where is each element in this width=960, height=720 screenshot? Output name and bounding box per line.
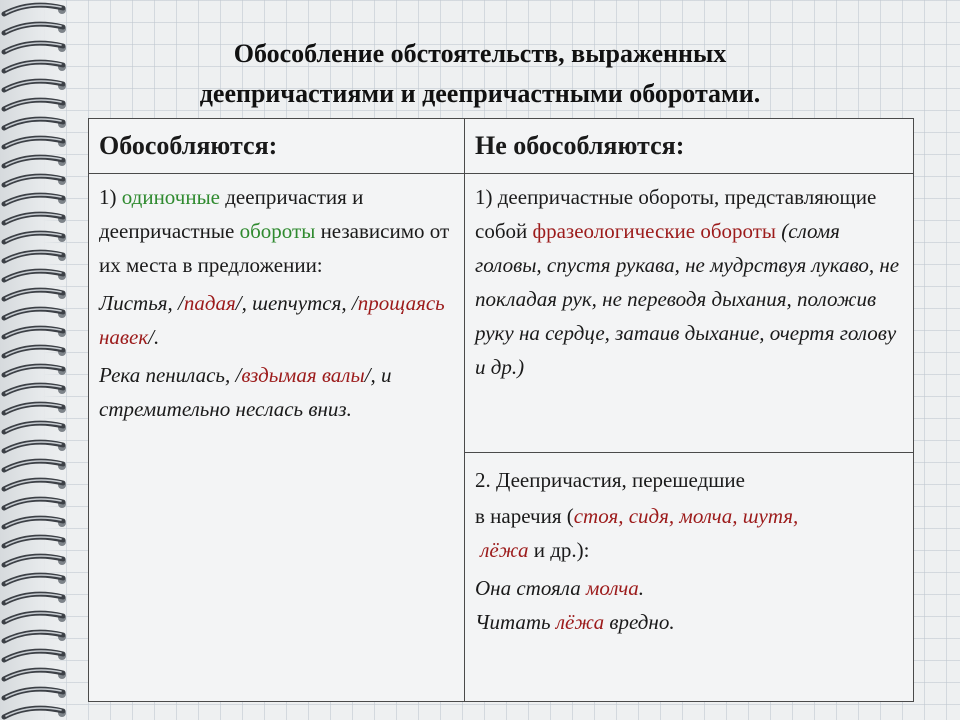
- rule-number: 1): [99, 185, 117, 209]
- example-part: Река пенилась, /: [99, 363, 242, 387]
- cell-isolated-rule: [89, 174, 465, 702]
- notebook-spiral-binding: [0, 0, 80, 720]
- example-part: /, и стремительно неслась вниз.: [99, 363, 392, 421]
- example-part: /, шепчутся, /: [235, 291, 358, 315]
- rule-text: [99, 180, 456, 282]
- example-part: Листья, /: [99, 291, 184, 315]
- rule-text-part: 2. Деепричастия, перешедшие: [475, 468, 745, 493]
- adverb-examples: стоя, сидя, молча, шутя,: [573, 504, 799, 529]
- rule-text-part: независимо от их места в предложении:: [99, 219, 450, 277]
- header-isolated: Обособляются:: [89, 119, 465, 174]
- example-sentence: [99, 358, 456, 426]
- example-highlight: падая: [183, 291, 236, 315]
- highlight-single: одиночные: [121, 185, 220, 209]
- example-sentence: [99, 286, 456, 354]
- example-part: .: [638, 576, 644, 601]
- rule-text-part: деепричастия и деепричастные: [99, 185, 364, 243]
- highlight-phraseological: фразеологические обороты: [532, 219, 777, 243]
- example-part: вредно.: [609, 610, 675, 635]
- example-part: Она стояла: [475, 576, 581, 601]
- rule-text-part: в наречия (: [475, 504, 574, 529]
- highlight-phrases: обороты: [239, 219, 316, 243]
- rule-text: [475, 463, 905, 497]
- rule-text: [475, 499, 905, 567]
- example-part: Читать: [475, 610, 551, 635]
- cell-not-isolated-rule-1: [465, 174, 914, 453]
- adverb-example-last: лёжа: [480, 538, 529, 563]
- header-not-isolated: Не обособляются:: [465, 119, 914, 174]
- example-sentence: [475, 571, 905, 639]
- idiom-examples: (сломя головы, спустя рукава, не мудрствуя лукаво, не покладая рук, не переводя дыхания, положив руку на сердце, затаив дыхание, очертя голову и др.): [475, 219, 900, 379]
- rule-text: [475, 180, 905, 384]
- page-title: [110, 34, 850, 114]
- table-row: [89, 174, 914, 453]
- rules-table: [88, 118, 914, 702]
- rule-text-part: 1) деепричастные обороты, представляющие собой: [475, 185, 877, 243]
- example-highlight: молча: [585, 576, 639, 601]
- example-highlight: прощаясь навек: [99, 291, 445, 349]
- example-highlight: лёжа: [555, 610, 605, 635]
- title-line-1: Обособление обстоятельств, выраженных: [233, 39, 727, 68]
- table-header-row: [89, 119, 914, 174]
- cell-not-isolated-rule-2: [465, 453, 914, 702]
- title-line-2: деепричастиями и деепричастными оборотами.: [199, 79, 761, 108]
- example-highlight: вздымая валы: [241, 363, 365, 387]
- rule-text-part: и др.):: [533, 538, 590, 563]
- example-part: /.: [148, 325, 160, 349]
